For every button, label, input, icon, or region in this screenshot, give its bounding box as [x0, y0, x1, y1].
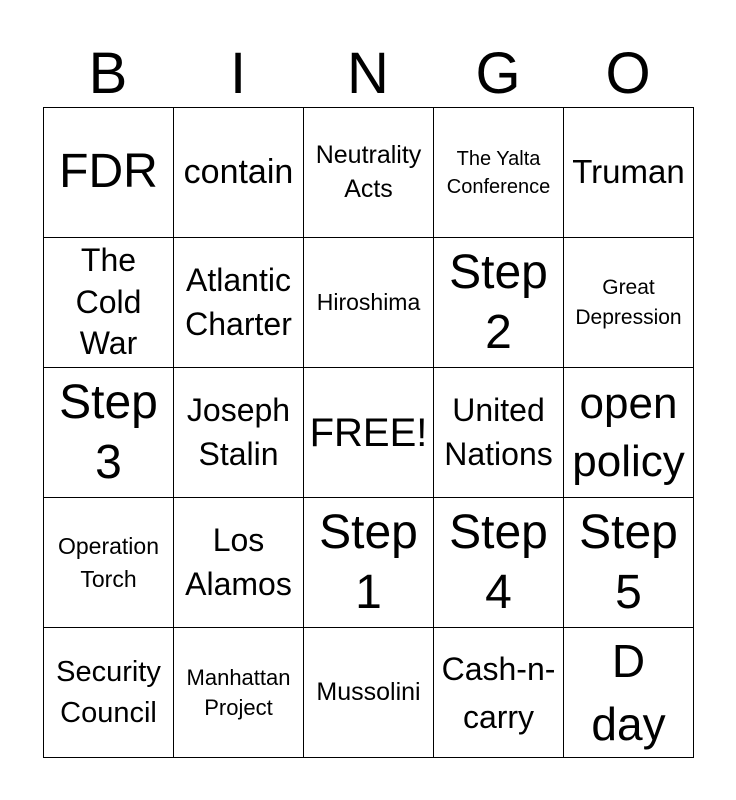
bingo-cell: Step 4 [434, 498, 564, 628]
bingo-row [44, 498, 694, 628]
bingo-cell: Joseph Stalin [174, 368, 304, 498]
bingo-cell: Step 3 [44, 368, 174, 498]
bingo-cell: Security Council [44, 628, 174, 758]
bingo-header [43, 40, 693, 108]
header-letter-n: N [347, 41, 389, 106]
bingo-cell: Atlantic Charter [174, 238, 304, 368]
bingo-row [44, 368, 694, 498]
bingo-cell: The Yalta Conference [434, 108, 564, 238]
bingo-cell: Step 1 [304, 498, 434, 628]
bingo-cell: open policy [564, 368, 694, 498]
bingo-cell: Hiroshima [304, 238, 434, 368]
bingo-cell: Los Alamos [174, 498, 304, 628]
bingo-cell: Great Depression [564, 238, 694, 368]
bingo-cell: Neutrality Acts [304, 108, 434, 238]
bingo-card-grid [43, 107, 694, 758]
bingo-cell: contain [174, 108, 304, 238]
header-letter-g: G [475, 41, 521, 106]
bingo-row [44, 628, 694, 758]
bingo-cell: Step 5 [564, 498, 694, 628]
bingo-cell: D day [564, 628, 694, 758]
bingo-cell: Operation Torch [44, 498, 174, 628]
bingo-cell: Cash-n-carry [434, 628, 564, 758]
bingo-cell: FDR [44, 108, 174, 238]
bingo-row [44, 238, 694, 368]
header-letter-b: B [88, 41, 128, 106]
bingo-cell: Step 2 [434, 238, 564, 368]
free-space: FREE! [304, 368, 434, 498]
bingo-row [44, 108, 694, 238]
bingo-cell: United Nations [434, 368, 564, 498]
bingo-cell: Manhattan Project [174, 628, 304, 758]
header-letter-o: O [605, 41, 651, 106]
bingo-cell: The Cold War [44, 238, 174, 368]
bingo-cell: Truman [564, 108, 694, 238]
header-letter-i: I [229, 41, 247, 106]
bingo-cell: Mussolini [304, 628, 434, 758]
